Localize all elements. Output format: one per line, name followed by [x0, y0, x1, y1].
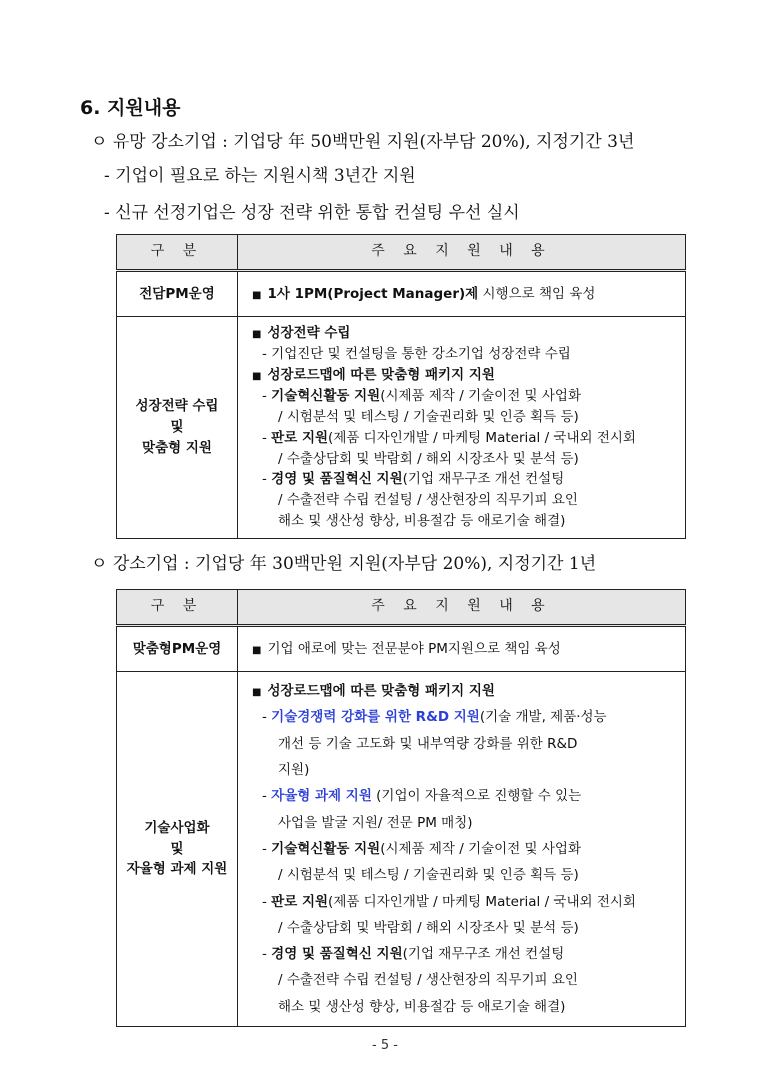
table2-header-category: 구 분 [117, 590, 238, 626]
bullet-square-icon: ■ [252, 329, 262, 340]
table2-header-content: 주 요 지 원 내 용 [238, 590, 686, 626]
table1-row1-label: 전담PM운영 [117, 271, 238, 317]
table2-row2-label: 기술사업화 및 자율형 과제 지원 [117, 672, 238, 1027]
intro-line-1: ㅇ 유망 강소기업 : 기업당 年 50백만원 지원(자부담 20%), 지정기간 3년 [91, 132, 635, 152]
bullet-square-icon: ■ [252, 644, 262, 656]
support-table-1 [116, 234, 686, 539]
table1-header-content: 주 요 지 원 내 용 [238, 235, 686, 271]
section-heading: 6. 지원내용 [80, 97, 181, 119]
support-table-2 [116, 589, 686, 1027]
intro-line-4: ㅇ 강소기업 : 기업당 年 30백만원 지원(자부담 20%), 지정기간 1년 [91, 554, 597, 574]
table1-header-category: 구 분 [117, 235, 238, 271]
bullet-square-icon: ■ [252, 687, 262, 698]
intro-line-2: - 기업이 필요로 하는 지원시책 3년간 지원 [104, 166, 416, 186]
table2-row1-content: ■ 기업 애로에 맞는 전문분야 PM지원으로 책임 육성 [238, 626, 686, 672]
table1-row2-content: ■ 성장전략 수립 - 기업진단 및 컨설팅을 통한 강소기업 성장전략 수립 ■ 성장로드맵에 따른 맞춤형 패키지 지원 - 기술혁신활동 지원(시제품 제작 / 기술이전 및 사업화 / 시험분석 및 테스팅 / 기술권리화 및 인증 획득 등) - 판로 지원(제품 디자인개발 / 마케팅 Material / 국내외 전시회 / 수출상담회 및 박람회 / 해외 시장조사 및 분석 등) - 경영 및 품질혁신 지원(기업 재무구조 개선 컨설팅 / 수출전략 수립 컨설팅 / 생산현장의 직무기피 요인 해소 및 생산성 향상, 비용절감 등 애로기술 해결) [238, 317, 686, 539]
bullet-square-icon: ■ [252, 370, 262, 382]
table2-row1-label: 맞춤형PM운영 [117, 626, 238, 672]
table2-row2-content: ■ 성장로드맵에 따른 맞춤형 패키지 지원 - 기술경쟁력 강화를 위한 R&D 지원(기술 개발, 제품·성능 개선 등 기술 고도화 및 내부역량 강화를 위한 R&D 지원) - 자율형 과제 지원 (기업이 자율적으로 진행할 수 있는 사업을 발굴 지원/ 전문 PM 매칭) - 기술혁신활동 지원(시제품 제작 / 기술이전 및 사업화 / 시험분석 및 테스팅 / 기술권리화 및 인증 획득 등) - 판로 지원(제품 디자인개발 / 마케팅 Material / 국내외 전시회 / 수출상담회 및 박람회 / 해외 시장조사 및 분석 등) - 경영 및 품질혁신 지원(기업 재무구조 개선 컨설팅 / 수출전략 수립 컨설팅 / 생산현장의 직무기피 요인 해소 및 생산성 향상, 비용절감 등 애로기술 해결) [238, 672, 686, 1027]
page-number: - 5 - [372, 1038, 398, 1053]
table1-row1-content: ■ 1사 1PM(Project Manager)제 시행으로 책임 육성 [238, 271, 686, 317]
intro-line-3: - 신규 선정기업은 성장 전략 위한 통합 컨설팅 우선 실시 [104, 203, 520, 223]
table1-row2-label: 성장전략 수립 및 맞춤형 지원 [117, 317, 238, 539]
bullet-square-icon: ■ [252, 289, 262, 301]
